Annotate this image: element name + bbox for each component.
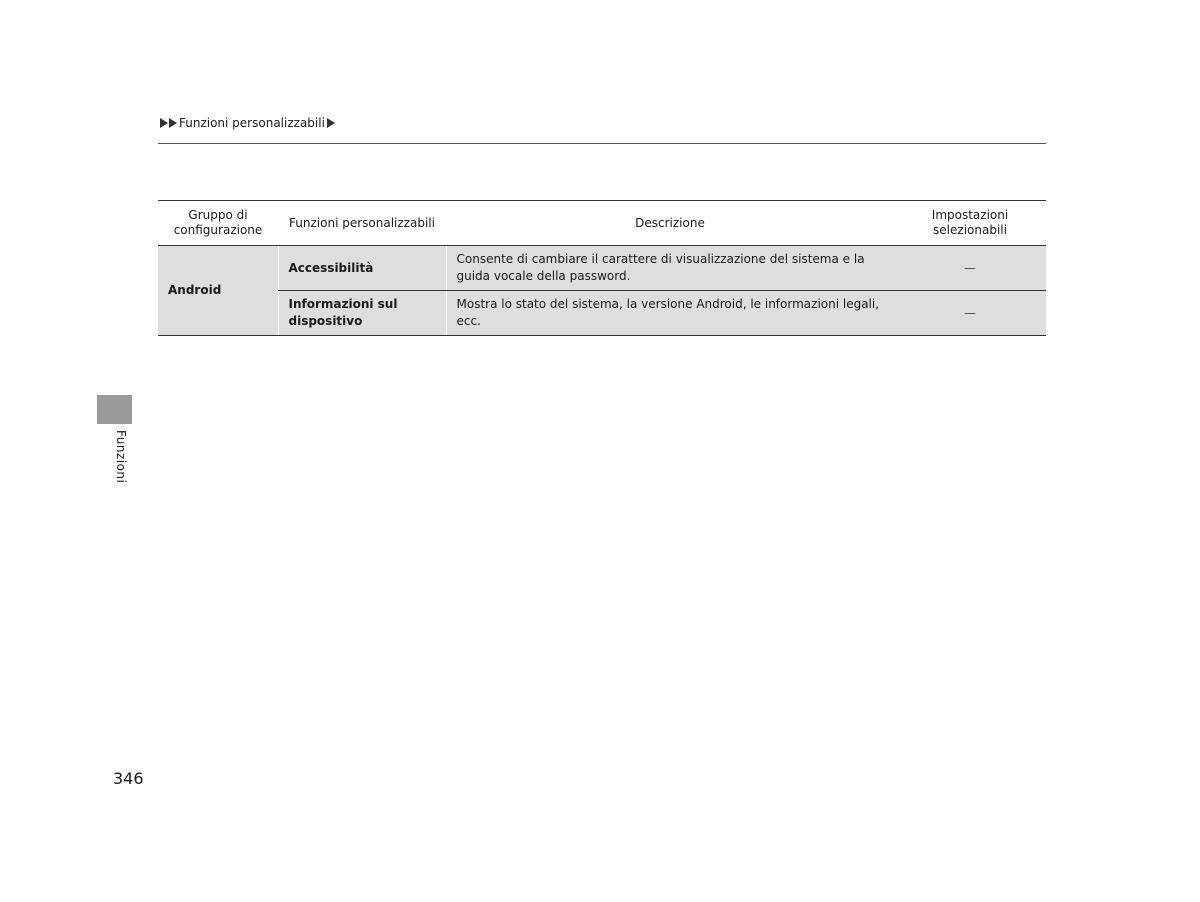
feature-cell: Accessibilità (278, 246, 446, 291)
description-cell: Mostra lo stato del sistema, la versione Android, le informazioni legali, ecc. (446, 291, 894, 336)
setting-cell: — (894, 246, 1046, 291)
group-cell: Android (158, 246, 278, 336)
column-header-settings: Impostazioni selezionabili (894, 201, 1046, 246)
column-header-description: Descrizione (446, 201, 894, 246)
description-cell: Consente di cambiare il carattere di visualizzazione del sistema e la guida vocale della password. (446, 246, 894, 291)
page-number: 346 (113, 769, 144, 788)
feature-cell: Informazioni sul dispositivo (278, 291, 446, 336)
settings-table (158, 200, 1046, 336)
breadcrumb (160, 116, 336, 130)
table-row (158, 291, 1046, 336)
arrow-right-icon (160, 118, 168, 128)
arrow-right-icon (327, 118, 335, 128)
setting-cell: — (894, 291, 1046, 336)
section-tab-marker (97, 395, 132, 424)
breadcrumb-text: Funzioni personalizzabili (179, 116, 325, 130)
table-header-row (158, 201, 1046, 246)
section-tab-label: Funzioni (114, 430, 128, 484)
column-header-feature: Funzioni personalizzabili (278, 201, 446, 246)
column-header-group: Gruppo di configurazione (158, 201, 278, 246)
table-row (158, 246, 1046, 291)
header-divider (158, 143, 1046, 144)
arrow-right-icon (169, 118, 177, 128)
